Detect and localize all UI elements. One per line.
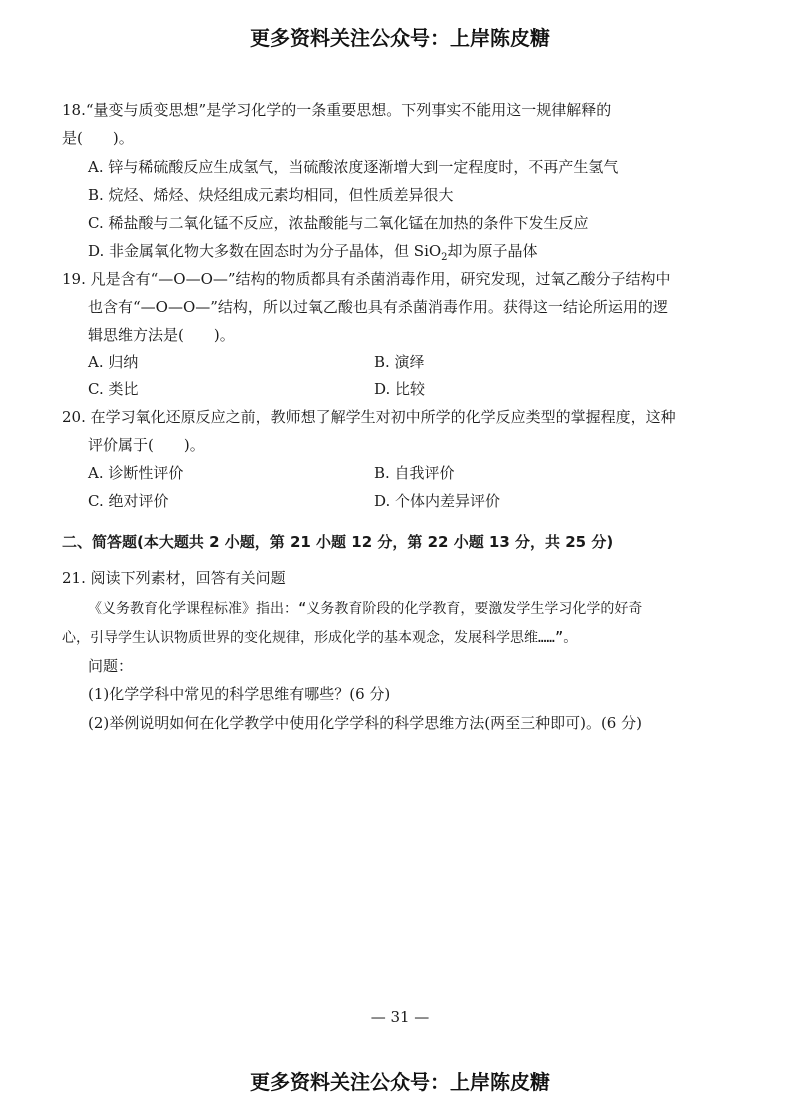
q21-quote-line1: 《义务教育化学课程标准》指出：“义务教育阶段的化学教育，要激发学生学习化学的好奇 [88, 601, 643, 617]
q21-subquestion-1: (1)化学学科中常见的科学思维有哪些？(6 分) [88, 685, 391, 703]
watermark-banner-bottom: 更多资料关注公众号：上岸陈皮糖 [250, 1070, 550, 1094]
q19-option-c: C. 类比 [88, 380, 139, 398]
watermark-banner-top: 更多资料关注公众号：上岸陈皮糖 [250, 26, 550, 50]
q19-stem-line3: 辑思维方法是( )。 [88, 326, 235, 344]
q18-option-d-pre: D. 非金属氧化物大多数在固态时为分子晶体，但 SiO [88, 242, 442, 260]
q19-option-a: A. 归纳 [88, 353, 139, 371]
q18-option-c: C. 稀盐酸与二氧化锰不反应，浓盐酸能与二氧化锰在加热的条件下发生反应 [88, 214, 589, 232]
q18-option-d [88, 241, 538, 261]
q21-problem-label: 问题： [88, 657, 134, 675]
q20-stem-line1: 20. 在学习氧化还原反应之前，教师想了解学生对初中所学的化学反应类型的掌握程度，这种 [62, 408, 676, 426]
q21-subquestion-2: (2)举例说明如何在化学教学中使用化学学科的科学思维方法(两至三种即可)。(6 分) [88, 714, 642, 732]
q18-stem-line2: 是( )。 [62, 129, 134, 147]
q20-option-c: C. 绝对评价 [88, 492, 169, 510]
page-number: — 31 — [370, 1008, 430, 1026]
q19-option-d: D. 比较 [374, 380, 426, 398]
q19-stem-line2: 也含有“—O—O—”结构，所以过氧乙酸也具有杀菌消毒作用。获得这一结论所运用的逻 [88, 298, 668, 316]
q18-option-b: B. 烷烃、烯烃、炔烃组成元素均相同，但性质差异很大 [88, 186, 454, 204]
q20-option-a: A. 诊断性评价 [88, 464, 184, 482]
q21-quote-line2: 心，引导学生认识物质世界的变化规律，形成化学的基本观念，发展科学思维……”。 [62, 630, 578, 646]
q19-option-b: B. 演绎 [374, 353, 425, 371]
q18-option-a: A. 锌与稀硫酸反应生成氢气，当硫酸浓度逐渐增大到一定程度时，不再产生氢气 [88, 158, 619, 176]
section2-title: 二、简答题(本大题共 2 小题，第 21 小题 12 分，第 22 小题 13 分，共 25 分) [62, 533, 614, 551]
q19-stem-line1: 19. 凡是含有“—O—O—”结构的物质都具有杀菌消毒作用，研究发现，过氧乙酸分子结构中 [62, 270, 671, 288]
q18-option-d-subscript: 2 [441, 252, 448, 263]
q18-option-d-post: 却为原子晶体 [447, 242, 538, 260]
q20-option-d: D. 个体内差异评价 [374, 492, 501, 510]
q21-stem: 21. 阅读下列素材，回答有关问题 [62, 569, 286, 587]
q18-stem-line1: 18.“量变与质变思想”是学习化学的一条重要思想。下列事实不能用这一规律解释的 [62, 101, 612, 119]
q20-stem-line2: 评价属于( )。 [88, 436, 205, 454]
q20-option-b: B. 自我评价 [374, 464, 455, 482]
